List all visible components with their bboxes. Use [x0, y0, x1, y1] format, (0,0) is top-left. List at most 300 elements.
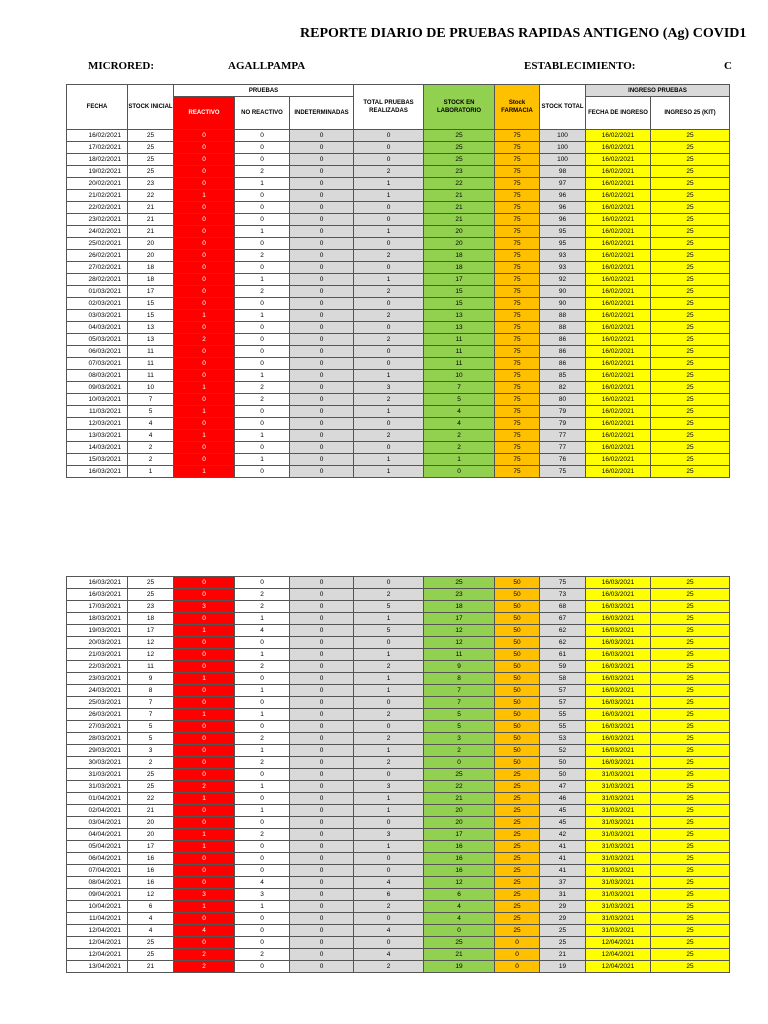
- indeterminadas-cell: 0: [290, 226, 354, 238]
- stock-lab-cell: 16: [424, 865, 495, 877]
- stock-total-cell: 61: [540, 649, 586, 661]
- stock-total-cell: 41: [540, 865, 586, 877]
- table-row: [67, 865, 730, 877]
- table-row: [67, 721, 730, 733]
- indeterminadas-cell: 0: [290, 829, 354, 841]
- report-table-2: [66, 576, 730, 973]
- ingreso-kit-cell: 25: [651, 865, 730, 877]
- stock-lab-cell: 23: [424, 166, 495, 178]
- stock-farm-cell: 25: [495, 841, 540, 853]
- reactivo-cell: 2: [174, 334, 235, 346]
- stock-inicial-cell: 17: [128, 286, 174, 298]
- ingreso-kit-cell: 25: [651, 442, 730, 454]
- fecha-ingreso-cell: 31/03/2021: [586, 793, 651, 805]
- stock-lab-cell: 12: [424, 625, 495, 637]
- reactivo-cell: 0: [174, 613, 235, 625]
- fecha-ingreso-cell: 16/02/2021: [586, 226, 651, 238]
- col-total: TOTAL PRUEBAS REALIZADAS: [354, 85, 424, 130]
- stock-farm-cell: 50: [495, 733, 540, 745]
- reactivo-cell: 2: [174, 961, 235, 973]
- stock-inicial-cell: 23: [128, 178, 174, 190]
- stock-farm-cell: 25: [495, 805, 540, 817]
- total-cell: 1: [354, 466, 424, 478]
- fecha-ingreso-cell: 16/02/2021: [586, 406, 651, 418]
- reactivo-cell: 0: [174, 394, 235, 406]
- fecha-cell: 16/03/2021: [67, 466, 128, 478]
- total-cell: 1: [354, 190, 424, 202]
- stock-lab-cell: 0: [424, 466, 495, 478]
- reactivo-cell: 0: [174, 202, 235, 214]
- table-row: [67, 394, 730, 406]
- stock-inicial-cell: 22: [128, 793, 174, 805]
- col-stock-lab: STOCK EN LABORATORIO: [424, 85, 495, 130]
- microred-label: MICRORED:: [88, 60, 154, 72]
- reactivo-cell: 0: [174, 649, 235, 661]
- no-reactivo-cell: 1: [235, 685, 290, 697]
- stock-total-cell: 57: [540, 697, 586, 709]
- stock-lab-cell: 20: [424, 238, 495, 250]
- stock-farm-cell: 50: [495, 757, 540, 769]
- col-no-reactivo: NO REACTIVO: [235, 97, 290, 130]
- no-reactivo-cell: 2: [235, 589, 290, 601]
- microred-value: AGALLPAMPA: [228, 60, 306, 72]
- stock-total-cell: 46: [540, 793, 586, 805]
- table-row: [67, 418, 730, 430]
- stock-inicial-cell: 21: [128, 202, 174, 214]
- stock-inicial-cell: 11: [128, 346, 174, 358]
- total-cell: 0: [354, 442, 424, 454]
- indeterminadas-cell: 0: [290, 310, 354, 322]
- total-cell: 1: [354, 673, 424, 685]
- total-cell: 0: [354, 637, 424, 649]
- stock-total-cell: 75: [540, 466, 586, 478]
- ingreso-kit-cell: 25: [651, 781, 730, 793]
- stock-inicial-cell: 25: [128, 130, 174, 142]
- no-reactivo-cell: 2: [235, 286, 290, 298]
- stock-total-cell: 93: [540, 262, 586, 274]
- reactivo-cell: 0: [174, 697, 235, 709]
- total-cell: 2: [354, 166, 424, 178]
- stock-farm-cell: 25: [495, 925, 540, 937]
- stock-inicial-cell: 2: [128, 454, 174, 466]
- fecha-ingreso-cell: 31/03/2021: [586, 925, 651, 937]
- reactivo-cell: 0: [174, 769, 235, 781]
- indeterminadas-cell: 0: [290, 733, 354, 745]
- ingreso-kit-cell: 25: [651, 709, 730, 721]
- table-row: [67, 202, 730, 214]
- total-cell: 2: [354, 709, 424, 721]
- indeterminadas-cell: 0: [290, 901, 354, 913]
- stock-inicial-cell: 17: [128, 625, 174, 637]
- stock-total-cell: 76: [540, 454, 586, 466]
- stock-total-cell: 37: [540, 877, 586, 889]
- fecha-ingreso-cell: 16/02/2021: [586, 298, 651, 310]
- report-title: REPORTE DIARIO DE PRUEBAS RAPIDAS ANTIGENO (Ag) COVID1: [300, 26, 747, 41]
- total-cell: 0: [354, 697, 424, 709]
- stock-inicial-cell: 25: [128, 937, 174, 949]
- no-reactivo-cell: 0: [235, 406, 290, 418]
- stock-farm-cell: 75: [495, 238, 540, 250]
- stock-total-cell: 82: [540, 382, 586, 394]
- stock-lab-cell: 2: [424, 442, 495, 454]
- indeterminadas-cell: 0: [290, 262, 354, 274]
- ingreso-kit-cell: 25: [651, 901, 730, 913]
- indeterminadas-cell: 0: [290, 286, 354, 298]
- total-cell: 4: [354, 949, 424, 961]
- stock-total-cell: 50: [540, 757, 586, 769]
- reactivo-cell: 0: [174, 757, 235, 769]
- fecha-cell: 13/04/2021: [67, 961, 128, 973]
- no-reactivo-cell: 4: [235, 877, 290, 889]
- ingreso-kit-cell: 25: [651, 250, 730, 262]
- stock-farm-cell: 0: [495, 937, 540, 949]
- no-reactivo-cell: 0: [235, 322, 290, 334]
- indeterminadas-cell: 0: [290, 358, 354, 370]
- reactivo-cell: 0: [174, 418, 235, 430]
- table-row: [67, 961, 730, 973]
- fecha-cell: 20/03/2021: [67, 637, 128, 649]
- col-ingreso-kit: INGRESO 25 (KIT): [651, 97, 730, 130]
- stock-lab-cell: 2: [424, 745, 495, 757]
- stock-inicial-cell: 11: [128, 661, 174, 673]
- table-row: [67, 685, 730, 697]
- stock-lab-cell: 17: [424, 613, 495, 625]
- no-reactivo-cell: 2: [235, 661, 290, 673]
- stock-total-cell: 19: [540, 961, 586, 973]
- stock-farm-cell: 75: [495, 166, 540, 178]
- no-reactivo-cell: 0: [235, 817, 290, 829]
- fecha-cell: 25/02/2021: [67, 238, 128, 250]
- stock-inicial-cell: 21: [128, 961, 174, 973]
- reactivo-cell: 0: [174, 442, 235, 454]
- table-row: [67, 841, 730, 853]
- fecha-ingreso-cell: 16/02/2021: [586, 334, 651, 346]
- stock-farm-cell: 75: [495, 466, 540, 478]
- fecha-cell: 05/04/2021: [67, 841, 128, 853]
- indeterminadas-cell: 0: [290, 250, 354, 262]
- stock-inicial-cell: 20: [128, 817, 174, 829]
- fecha-cell: 31/03/2021: [67, 769, 128, 781]
- table-row: [67, 190, 730, 202]
- stock-total-cell: 96: [540, 190, 586, 202]
- table-row: [67, 454, 730, 466]
- no-reactivo-cell: 0: [235, 142, 290, 154]
- ingreso-kit-cell: 25: [651, 949, 730, 961]
- fecha-cell: 10/03/2021: [67, 394, 128, 406]
- fecha-cell: 11/03/2021: [67, 406, 128, 418]
- fecha-cell: 12/04/2021: [67, 937, 128, 949]
- fecha-cell: 25/03/2021: [67, 697, 128, 709]
- total-cell: 0: [354, 358, 424, 370]
- fecha-cell: 23/03/2021: [67, 673, 128, 685]
- ingreso-kit-cell: 25: [651, 829, 730, 841]
- stock-lab-cell: 8: [424, 673, 495, 685]
- fecha-cell: 12/03/2021: [67, 418, 128, 430]
- stock-total-cell: 73: [540, 589, 586, 601]
- table-row: [67, 709, 730, 721]
- table-row: [67, 154, 730, 166]
- stock-total-cell: 25: [540, 937, 586, 949]
- stock-inicial-cell: 21: [128, 805, 174, 817]
- table-row: [67, 406, 730, 418]
- reactivo-cell: 0: [174, 877, 235, 889]
- stock-farm-cell: 0: [495, 949, 540, 961]
- reactivo-cell: 0: [174, 637, 235, 649]
- ingreso-kit-cell: 25: [651, 286, 730, 298]
- reactivo-cell: 1: [174, 793, 235, 805]
- ingreso-kit-cell: 25: [651, 757, 730, 769]
- indeterminadas-cell: 0: [290, 178, 354, 190]
- indeterminadas-cell: 0: [290, 685, 354, 697]
- stock-inicial-cell: 12: [128, 649, 174, 661]
- stock-inicial-cell: 21: [128, 226, 174, 238]
- stock-lab-cell: 23: [424, 589, 495, 601]
- table-row: [67, 430, 730, 442]
- total-cell: 0: [354, 913, 424, 925]
- total-cell: 0: [354, 817, 424, 829]
- stock-lab-cell: 4: [424, 406, 495, 418]
- ingreso-kit-cell: 25: [651, 853, 730, 865]
- establecimiento-label: ESTABLECIMIENTO:: [524, 60, 636, 72]
- no-reactivo-cell: 1: [235, 613, 290, 625]
- ingreso-kit-cell: 25: [651, 262, 730, 274]
- table-row: [67, 226, 730, 238]
- indeterminadas-cell: 0: [290, 601, 354, 613]
- stock-farm-cell: 50: [495, 601, 540, 613]
- fecha-cell: 08/03/2021: [67, 370, 128, 382]
- table-row: [67, 382, 730, 394]
- ingreso-kit-cell: 25: [651, 466, 730, 478]
- stock-inicial-cell: 7: [128, 697, 174, 709]
- fecha-cell: 17/02/2021: [67, 142, 128, 154]
- fecha-ingreso-cell: 16/03/2021: [586, 601, 651, 613]
- ingreso-kit-cell: 25: [651, 721, 730, 733]
- stock-inicial-cell: 18: [128, 274, 174, 286]
- stock-lab-cell: 11: [424, 358, 495, 370]
- no-reactivo-cell: 0: [235, 937, 290, 949]
- table-row: [67, 817, 730, 829]
- fecha-ingreso-cell: 31/03/2021: [586, 841, 651, 853]
- fecha-cell: 02/03/2021: [67, 298, 128, 310]
- stock-inicial-cell: 18: [128, 262, 174, 274]
- ingreso-kit-cell: 25: [651, 925, 730, 937]
- ingreso-kit-cell: 25: [651, 370, 730, 382]
- stock-inicial-cell: 23: [128, 601, 174, 613]
- no-reactivo-cell: 1: [235, 274, 290, 286]
- table-row: [67, 298, 730, 310]
- no-reactivo-cell: 0: [235, 346, 290, 358]
- indeterminadas-cell: 0: [290, 577, 354, 589]
- ingreso-kit-cell: 25: [651, 322, 730, 334]
- stock-farm-cell: 75: [495, 286, 540, 298]
- stock-inicial-cell: 7: [128, 709, 174, 721]
- fecha-ingreso-cell: 31/03/2021: [586, 853, 651, 865]
- ingreso-kit-cell: 25: [651, 877, 730, 889]
- stock-lab-cell: 25: [424, 154, 495, 166]
- total-cell: 0: [354, 853, 424, 865]
- stock-total-cell: 45: [540, 805, 586, 817]
- fecha-cell: 10/04/2021: [67, 901, 128, 913]
- fecha-ingreso-cell: 16/02/2021: [586, 430, 651, 442]
- reactivo-cell: 1: [174, 841, 235, 853]
- stock-farm-cell: 25: [495, 889, 540, 901]
- ingreso-kit-cell: 25: [651, 613, 730, 625]
- ingreso-kit-cell: 25: [651, 889, 730, 901]
- table-row: [67, 889, 730, 901]
- stock-lab-cell: 13: [424, 310, 495, 322]
- no-reactivo-cell: 1: [235, 709, 290, 721]
- fecha-ingreso-cell: 16/02/2021: [586, 202, 651, 214]
- stock-total-cell: 42: [540, 829, 586, 841]
- ingreso-kit-cell: 25: [651, 406, 730, 418]
- total-cell: 0: [354, 130, 424, 142]
- stock-farm-cell: 75: [495, 142, 540, 154]
- reactivo-cell: 0: [174, 661, 235, 673]
- no-reactivo-cell: 1: [235, 781, 290, 793]
- stock-inicial-cell: 20: [128, 250, 174, 262]
- stock-inicial-cell: 22: [128, 190, 174, 202]
- col-stock-inicial: STOCK INICIAL: [128, 85, 174, 130]
- stock-farm-cell: 0: [495, 961, 540, 973]
- indeterminadas-cell: 0: [290, 238, 354, 250]
- indeterminadas-cell: 0: [290, 709, 354, 721]
- stock-lab-cell: 10: [424, 370, 495, 382]
- reactivo-cell: 0: [174, 865, 235, 877]
- stock-lab-cell: 0: [424, 925, 495, 937]
- stock-inicial-cell: 16: [128, 877, 174, 889]
- stock-inicial-cell: 3: [128, 745, 174, 757]
- table-row: [67, 925, 730, 937]
- no-reactivo-cell: 2: [235, 949, 290, 961]
- ingreso-kit-cell: 25: [651, 226, 730, 238]
- fecha-cell: 31/03/2021: [67, 781, 128, 793]
- fecha-ingreso-cell: 31/03/2021: [586, 913, 651, 925]
- stock-lab-cell: 2: [424, 430, 495, 442]
- fecha-ingreso-cell: 16/02/2021: [586, 454, 651, 466]
- stock-total-cell: 86: [540, 334, 586, 346]
- stock-total-cell: 50: [540, 769, 586, 781]
- total-cell: 1: [354, 649, 424, 661]
- fecha-ingreso-cell: 16/03/2021: [586, 637, 651, 649]
- stock-farm-cell: 25: [495, 853, 540, 865]
- table-row: [67, 601, 730, 613]
- fecha-ingreso-cell: 16/03/2021: [586, 745, 651, 757]
- fecha-ingreso-cell: 16/02/2021: [586, 466, 651, 478]
- table-row: [67, 166, 730, 178]
- total-cell: 1: [354, 454, 424, 466]
- no-reactivo-cell: 0: [235, 154, 290, 166]
- fecha-ingreso-cell: 12/04/2021: [586, 961, 651, 973]
- total-cell: 0: [354, 154, 424, 166]
- indeterminadas-cell: 0: [290, 961, 354, 973]
- stock-inicial-cell: 25: [128, 577, 174, 589]
- fecha-ingreso-cell: 16/02/2021: [586, 262, 651, 274]
- indeterminadas-cell: 0: [290, 925, 354, 937]
- reactivo-cell: 1: [174, 673, 235, 685]
- no-reactivo-cell: 0: [235, 190, 290, 202]
- ingreso-kit-cell: 25: [651, 637, 730, 649]
- total-cell: 1: [354, 406, 424, 418]
- total-cell: 1: [354, 370, 424, 382]
- total-cell: 2: [354, 286, 424, 298]
- ingreso-kit-cell: 25: [651, 841, 730, 853]
- total-cell: 1: [354, 793, 424, 805]
- total-cell: 5: [354, 601, 424, 613]
- fecha-cell: 18/03/2021: [67, 613, 128, 625]
- no-reactivo-cell: 1: [235, 430, 290, 442]
- total-cell: 0: [354, 721, 424, 733]
- no-reactivo-cell: 0: [235, 865, 290, 877]
- ingreso-kit-cell: 25: [651, 190, 730, 202]
- fecha-ingreso-cell: 16/02/2021: [586, 130, 651, 142]
- no-reactivo-cell: 0: [235, 238, 290, 250]
- reactivo-cell: 0: [174, 913, 235, 925]
- stock-inicial-cell: 15: [128, 310, 174, 322]
- stock-lab-cell: 13: [424, 322, 495, 334]
- fecha-ingreso-cell: 31/03/2021: [586, 805, 651, 817]
- indeterminadas-cell: 0: [290, 370, 354, 382]
- stock-farm-cell: 75: [495, 454, 540, 466]
- stock-total-cell: 52: [540, 745, 586, 757]
- ingreso-kit-cell: 25: [651, 142, 730, 154]
- fecha-ingreso-cell: 16/03/2021: [586, 697, 651, 709]
- stock-lab-cell: 7: [424, 685, 495, 697]
- reactivo-cell: 0: [174, 178, 235, 190]
- no-reactivo-cell: 2: [235, 601, 290, 613]
- total-cell: 3: [354, 382, 424, 394]
- no-reactivo-cell: 0: [235, 334, 290, 346]
- ingreso-kit-cell: 25: [651, 673, 730, 685]
- stock-total-cell: 47: [540, 781, 586, 793]
- fecha-ingreso-cell: 31/03/2021: [586, 829, 651, 841]
- fecha-ingreso-cell: 16/03/2021: [586, 709, 651, 721]
- fecha-cell: 03/03/2021: [67, 310, 128, 322]
- reactivo-cell: 0: [174, 286, 235, 298]
- table-row: [67, 769, 730, 781]
- stock-total-cell: 55: [540, 721, 586, 733]
- stock-farm-cell: 75: [495, 214, 540, 226]
- indeterminadas-cell: 0: [290, 877, 354, 889]
- fecha-ingreso-cell: 16/02/2021: [586, 418, 651, 430]
- total-cell: 0: [354, 769, 424, 781]
- stock-lab-cell: 21: [424, 202, 495, 214]
- table-row: [67, 346, 730, 358]
- total-cell: 0: [354, 262, 424, 274]
- stock-lab-cell: 17: [424, 829, 495, 841]
- stock-total-cell: 57: [540, 685, 586, 697]
- indeterminadas-cell: 0: [290, 589, 354, 601]
- stock-total-cell: 29: [540, 913, 586, 925]
- stock-farm-cell: 75: [495, 130, 540, 142]
- fecha-ingreso-cell: 16/02/2021: [586, 274, 651, 286]
- fecha-ingreso-cell: 16/02/2021: [586, 250, 651, 262]
- indeterminadas-cell: 0: [290, 649, 354, 661]
- indeterminadas-cell: 0: [290, 673, 354, 685]
- reactivo-cell: 0: [174, 805, 235, 817]
- total-cell: 3: [354, 781, 424, 793]
- stock-inicial-cell: 21: [128, 214, 174, 226]
- stock-lab-cell: 21: [424, 793, 495, 805]
- ingreso-kit-cell: 25: [651, 154, 730, 166]
- no-reactivo-cell: 1: [235, 310, 290, 322]
- no-reactivo-cell: 2: [235, 757, 290, 769]
- ingreso-kit-cell: 25: [651, 649, 730, 661]
- stock-inicial-cell: 13: [128, 334, 174, 346]
- ingreso-kit-cell: 25: [651, 817, 730, 829]
- stock-inicial-cell: 5: [128, 733, 174, 745]
- fecha-ingreso-cell: 16/03/2021: [586, 721, 651, 733]
- indeterminadas-cell: 0: [290, 298, 354, 310]
